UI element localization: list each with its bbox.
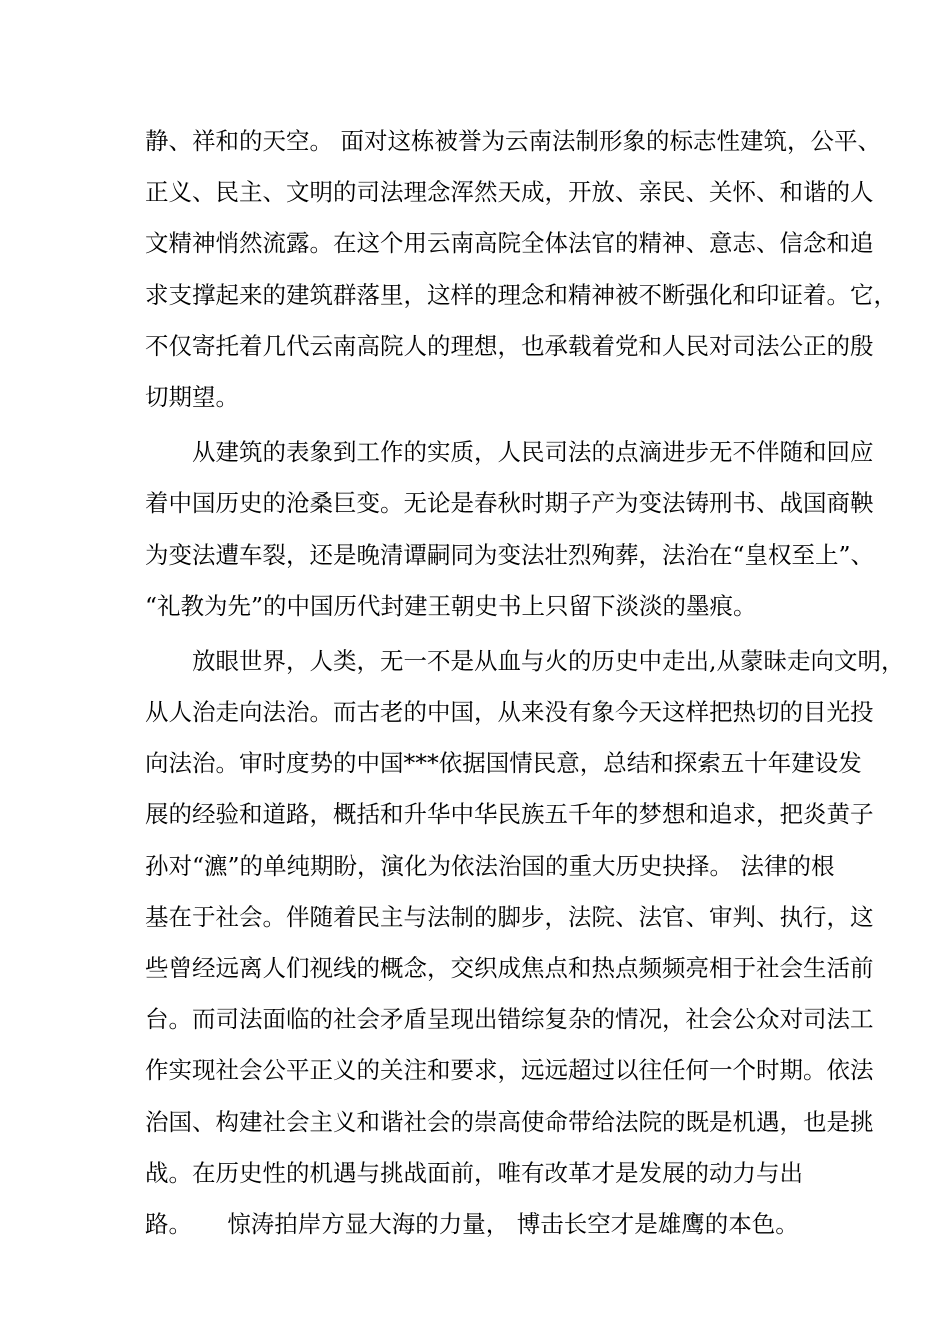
text-line: 静、祥和的天空。 面对这栋被誉为云南法制形象的标志性建筑，公平、 [145, 127, 881, 155]
text-line: 正义、民主、文明的司法理念浑然天成，开放、亲民、关怀、和谐的人 [145, 178, 874, 207]
text-line: 向法治。审时度势的中国***依据国情民意，总结和探索五十年建设发 [145, 749, 862, 778]
text-line: “礼教为先”的中国历代封建王朝史书上只留下淡淡的墨痕。 [145, 591, 757, 620]
text-line: 求支撑起来的建筑群落里，这样的理念和精神被不断强化和印证着。它， [145, 280, 897, 309]
text-line: 不仅寄托着几代云南高院人的理想，也承载着党和人民对司法公正的殷 [145, 331, 874, 360]
text-line: 基在于社会。伴随着民主与法制的脚步，法院、法官、审判、执行，这 [145, 902, 874, 931]
text-line: 着中国历史的沧桑巨变。无论是春秋时期子产为变法铸刑书、战国商鞅 [145, 489, 874, 518]
text-line: 放眼世界，人类，无一不是从血与火的历史中走出,从蒙昧走向文明， [145, 646, 905, 675]
text-line: 切期望。 [145, 382, 239, 411]
text-line: 展的经验和道路，概括和升华中华民族五千年的梦想和追求，把炎黄子 [145, 800, 874, 829]
text-line: 文精神悄然流露。在这个用云南高院全体法官的精神、意志、信念和追 [145, 229, 874, 258]
text-line: 治国、构建社会主义和谐社会的崇高使命带给法院的既是机遇，也是挑 [145, 1107, 874, 1136]
text-line: 作实现社会公平正义的关注和要求，远远超过以往任何一个时期。依法 [145, 1056, 874, 1085]
body-text [145, 116, 905, 1250]
text-line: 为变法遭车裂，还是晚清谭嗣同为变法壮烈殉葬，法治在“皇权至上”、 [145, 540, 875, 569]
text-line: 孙对“瀌”的单纯期盼，演化为依法治国的重大历史抉择。 法律的根 [145, 851, 835, 880]
text-line: 战。在历史性的机遇与挑战面前，唯有改革才是发展的动力与出 [145, 1158, 803, 1187]
text-line: 些曾经远离人们视线的概念，交织成焦点和热点频频亮相于社会生活前 [145, 954, 874, 982]
text-line: 路。 惊涛拍岸方显大海的力量， 博击长空才是雄鹰的本色。 [145, 1209, 799, 1238]
text-line: 从建筑的表象到工作的实质，人民司法的点滴进步无不伴随和回应 [145, 438, 874, 467]
text-line: 台。而司法面临的社会矛盾呈现出错综复杂的情况，社会公众对司法工 [145, 1005, 874, 1034]
text-line: 从人治走向法治。而古老的中国，从来没有象今天这样把热切的目光投 [145, 698, 874, 727]
